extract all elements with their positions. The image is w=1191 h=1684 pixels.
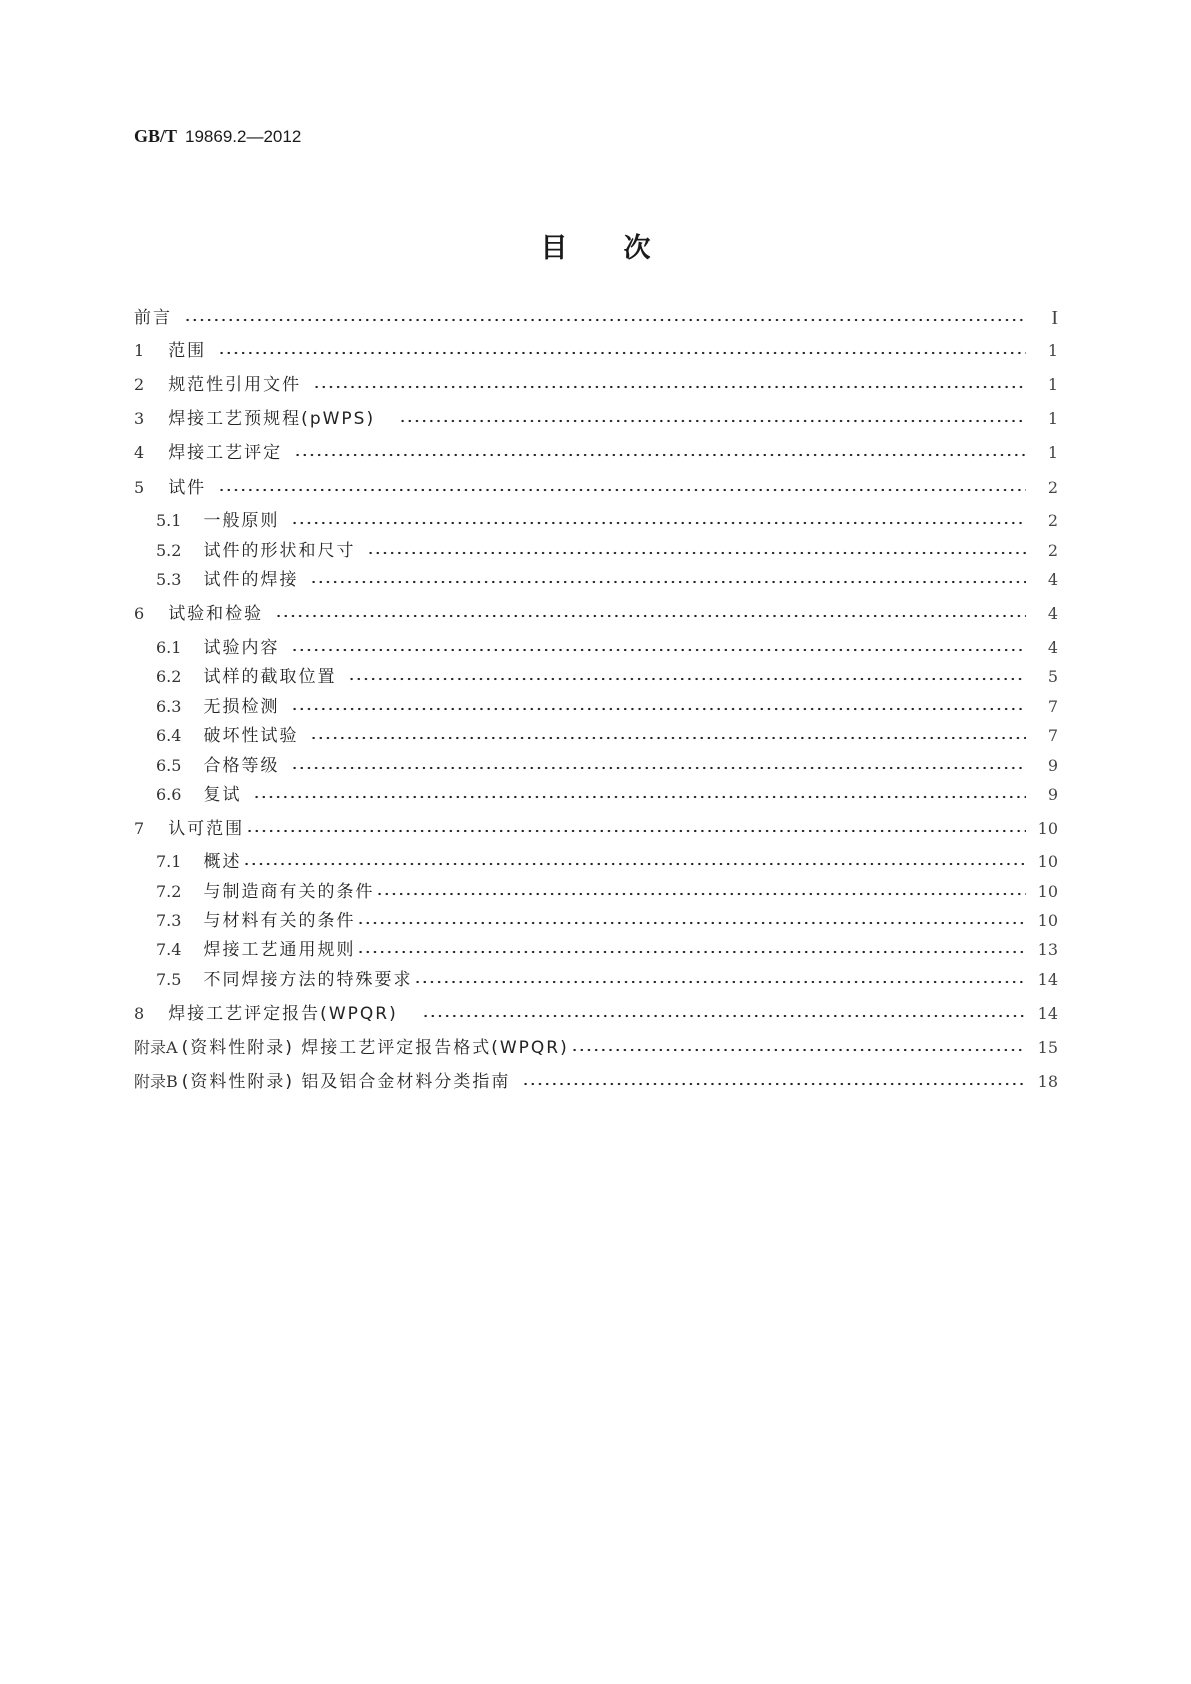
toc-entry[interactable]	[156, 636, 1058, 660]
toc-entry-label: 一般原则	[203, 511, 280, 531]
dot-leader	[291, 521, 1026, 525]
toc-entry-number: 4	[134, 443, 145, 462]
toc-entry-page: 14	[1037, 1004, 1058, 1023]
toc-entry[interactable]	[134, 817, 1058, 841]
dot-leader	[291, 766, 1026, 770]
page-title: 目次	[540, 233, 707, 264]
toc-entry-number: 6.6	[156, 785, 182, 804]
standard-prefix: GB/T	[134, 126, 178, 146]
standard-code	[134, 126, 301, 147]
toc-entry-label: 破坏性试验	[203, 726, 299, 746]
toc-entry[interactable]	[156, 909, 1058, 933]
toc-entry-page: 13	[1037, 940, 1058, 959]
toc-entry[interactable]	[134, 306, 1058, 330]
dot-leader	[422, 1014, 1026, 1018]
toc-entry-number: 7	[134, 819, 145, 838]
toc-entry-number: 3	[134, 409, 145, 428]
toc-entry-page: 1	[1047, 375, 1058, 394]
toc-entry-label: 试件的焊接	[203, 570, 299, 590]
toc-entry-number: 5	[134, 478, 145, 497]
toc-entry-number: 7.2	[156, 882, 182, 901]
dot-leader	[522, 1082, 1026, 1086]
toc-entry[interactable]	[134, 441, 1058, 465]
toc-entry-label: 试验和检验	[168, 604, 264, 624]
toc-entry-page: 10	[1037, 882, 1058, 901]
toc-entry-page: I	[1051, 307, 1058, 329]
toc-entry-number: 附录B	[134, 1072, 178, 1091]
toc-entry-number: 5.3	[156, 570, 182, 589]
toc-entry-page: 4	[1047, 604, 1058, 623]
dot-leader	[218, 351, 1026, 355]
toc-entry-page: 2	[1047, 511, 1058, 530]
toc-entry-label: 与制造商有关的条件	[203, 882, 375, 902]
dot-leader	[376, 892, 1026, 896]
toc-entry-label: 焊接工艺评定	[168, 443, 283, 463]
dot-leader	[348, 677, 1026, 681]
toc-entry-page: 4	[1047, 638, 1058, 657]
toc-entry-page: 7	[1047, 697, 1058, 716]
toc-entry[interactable]	[134, 339, 1058, 363]
toc-entry[interactable]	[134, 373, 1058, 397]
toc-entry-page: 1	[1047, 409, 1058, 428]
toc-entry-page: 5	[1047, 667, 1058, 686]
toc-entry[interactable]	[156, 539, 1058, 563]
toc-entry-number: 附录A	[134, 1038, 178, 1057]
toc-entry-label: 规范性引用文件	[168, 375, 302, 395]
dot-leader	[367, 551, 1026, 555]
toc-entry-page: 7	[1047, 726, 1058, 745]
dot-leader	[243, 862, 1026, 866]
toc-entry-page: 2	[1047, 478, 1058, 497]
standard-number: 19869.2—2012	[185, 127, 302, 146]
toc-entry[interactable]	[156, 568, 1058, 592]
toc-entry[interactable]	[134, 602, 1058, 626]
toc-entry-label: 焊接工艺评定报告(WPQR)	[168, 1004, 398, 1024]
dot-leader	[246, 829, 1026, 833]
toc-entry-number: 7.3	[156, 911, 182, 930]
toc-entry-number: 6.1	[156, 638, 182, 657]
toc-entry-page: 1	[1047, 341, 1058, 360]
toc-entry-label: 合格等级	[203, 756, 280, 776]
dot-leader	[571, 1048, 1026, 1052]
toc-entry-label: 试样的截取位置	[203, 667, 337, 687]
toc-entry-page: 18	[1037, 1072, 1058, 1091]
toc-entry-label: 复试	[203, 785, 242, 805]
toc-entry-number: 1	[134, 341, 145, 360]
dot-leader	[294, 453, 1026, 457]
toc-entry-label: (资料性附录) 焊接工艺评定报告格式(WPQR)	[181, 1038, 569, 1058]
dot-leader	[310, 736, 1026, 740]
toc-entry-label: 试件的形状和尺寸	[203, 541, 356, 561]
toc-entry[interactable]	[134, 407, 1058, 431]
toc-entry-number: 7.1	[156, 852, 182, 871]
toc-entry-page: 10	[1037, 819, 1058, 838]
dot-leader	[357, 950, 1026, 954]
dot-leader	[291, 707, 1026, 711]
dot-leader	[310, 580, 1026, 584]
dot-leader	[218, 488, 1026, 492]
toc-entry[interactable]	[134, 476, 1058, 500]
toc-entry-page: 4	[1047, 570, 1058, 589]
toc-entry[interactable]	[156, 665, 1058, 689]
toc-entry-number: 6.4	[156, 726, 182, 745]
toc-entry-label: 试件	[168, 478, 207, 498]
toc-entry[interactable]	[156, 754, 1058, 778]
toc-entry[interactable]	[156, 968, 1058, 992]
toc-entry-page: 15	[1037, 1038, 1058, 1057]
toc-entry-label: 焊接工艺预规程(pWPS)	[168, 409, 376, 429]
toc-entry[interactable]	[156, 783, 1058, 807]
dot-leader	[357, 921, 1026, 925]
toc-entry-number: 6.5	[156, 756, 182, 775]
toc-entry-page: 10	[1037, 852, 1058, 871]
toc-entry-label: 概述	[203, 852, 242, 872]
toc-entry-label: 认可范围	[168, 819, 245, 839]
toc-entry-number: 7.5	[156, 970, 182, 989]
dot-leader	[313, 385, 1026, 389]
toc-entry-page: 10	[1037, 911, 1058, 930]
toc-entry-label: 不同焊接方法的特殊要求	[203, 970, 413, 990]
toc-entry[interactable]	[156, 724, 1058, 748]
dot-leader	[275, 614, 1026, 618]
dot-leader	[399, 419, 1026, 423]
toc-entry-number: 5.1	[156, 511, 182, 530]
toc-entry-label: 试验内容	[203, 638, 280, 658]
dot-leader	[414, 980, 1026, 984]
toc-entry[interactable]	[134, 1070, 1058, 1094]
dot-leader	[291, 648, 1026, 652]
toc-entry[interactable]	[156, 509, 1058, 533]
toc-entry[interactable]	[134, 1002, 1058, 1026]
toc-entry-label: 与材料有关的条件	[203, 911, 356, 931]
dot-leader	[184, 318, 1026, 322]
toc-entry-label: 焊接工艺通用规则	[203, 940, 356, 960]
toc-entry[interactable]	[156, 938, 1058, 962]
toc-entry-number: 2	[134, 375, 145, 394]
toc-entry-label: 范围	[168, 341, 207, 361]
toc-entry-page: 9	[1047, 785, 1058, 804]
toc-entry-number: 5.2	[156, 541, 182, 560]
toc-entry-number: 8	[134, 1004, 145, 1023]
toc-entry-page: 2	[1047, 541, 1058, 560]
toc-entry-label: 前言	[134, 308, 172, 328]
toc-entry-page: 14	[1037, 970, 1058, 989]
toc-entry[interactable]	[156, 695, 1058, 719]
toc-entry[interactable]	[134, 1036, 1058, 1060]
toc-entry-number: 7.4	[156, 940, 182, 959]
dot-leader	[253, 795, 1026, 799]
toc-entry-number: 6	[134, 604, 145, 623]
toc-entry-page: 1	[1047, 443, 1058, 462]
toc-entry-number: 6.3	[156, 697, 182, 716]
toc-entry-number: 6.2	[156, 667, 182, 686]
toc-entry-page: 9	[1047, 756, 1058, 775]
toc-entry-label: (资料性附录) 铝及铝合金材料分类指南	[181, 1072, 511, 1092]
toc-entry[interactable]	[156, 850, 1058, 874]
toc-entry-label: 无损检测	[203, 697, 280, 717]
toc-entry[interactable]	[156, 880, 1058, 904]
